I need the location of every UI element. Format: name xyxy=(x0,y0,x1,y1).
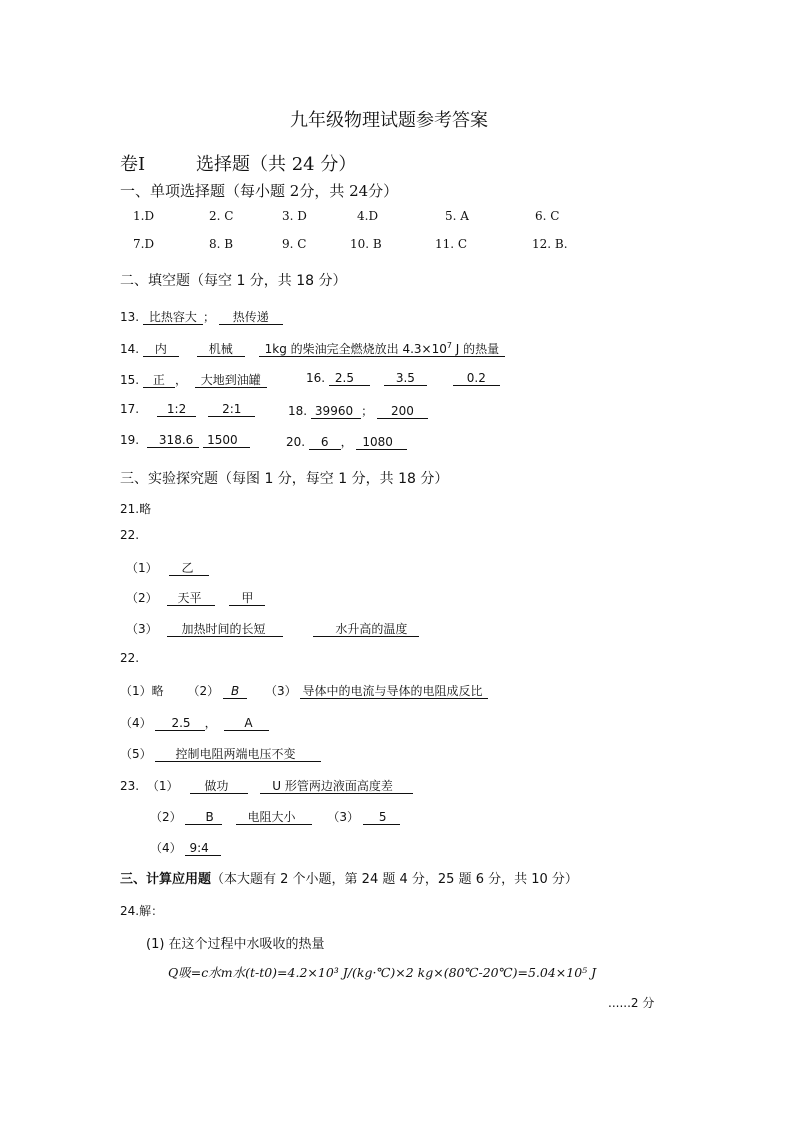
question-21: 21.略 xyxy=(120,502,152,516)
answer-blank: 2.5 xyxy=(155,716,204,731)
answer-item: 7.D xyxy=(133,237,155,251)
question-20 xyxy=(286,433,407,450)
question-number: 13. xyxy=(120,310,140,324)
answer-blank: 318.6 xyxy=(147,433,199,448)
question-22-part-1: （1） 乙 xyxy=(126,559,209,576)
answer-item: 3. D xyxy=(282,209,307,223)
answer-blank: 2.5 xyxy=(329,371,370,386)
section-1-heading: 一、单项选择题（每小题 2分，共 24分） xyxy=(120,182,399,200)
answer-blank: 天平 xyxy=(167,591,215,606)
answer-item: 10. B xyxy=(350,237,382,251)
question-16 xyxy=(306,371,500,386)
question-19 xyxy=(120,433,250,448)
answer-item: 8. B xyxy=(209,237,234,251)
answer-blank: 大地到油罐 xyxy=(195,373,267,388)
question-number: 17. xyxy=(120,402,140,416)
answer-item: 1.D xyxy=(133,209,155,223)
answer-blank: B xyxy=(185,810,221,825)
answer-blank: 机械 xyxy=(197,342,245,357)
answer-blank: 甲 xyxy=(229,591,265,606)
question-24-number: 24.解： xyxy=(120,904,164,918)
question-22-part-2: （2） 天平 甲 xyxy=(126,589,265,606)
question-22b-line-3: （5） 控制电阻两端电压不变 xyxy=(120,745,321,762)
question-23-line-2: （2） B 电阻大小 （3） 5 xyxy=(150,808,400,825)
question-number: 19. xyxy=(120,433,140,447)
question-number: 16. xyxy=(306,371,326,385)
answer-item: 4.D xyxy=(357,209,379,223)
answer-blank: 乙 xyxy=(169,561,209,576)
question-23-line-1: 23. （1） 做功 U 形管两边液面高度差 xyxy=(120,777,413,794)
answer-blank: 1080 xyxy=(356,435,407,450)
question-13 xyxy=(120,308,283,325)
question-22b-line-1: （1）略 （2） B （3） 导体中的电流与导体的电阻成反比 xyxy=(120,682,488,699)
answer-item: 2. C xyxy=(209,209,234,223)
section-4-heading: 三、计算应用题（本大题有 2 个小题，第 24 题 4 分，25 题 6 分，共 10 分） xyxy=(120,872,578,887)
volume-heading: 选择题（共 24 分） xyxy=(196,154,357,175)
answer-blank: 1:2 xyxy=(157,402,196,417)
answer-item: 6. C xyxy=(535,209,560,223)
question-24-step-1: (1) 在这个过程中水吸收的热量 xyxy=(146,937,325,952)
answer-blank: 39960 xyxy=(311,404,361,419)
answer-item: 9. C xyxy=(282,237,307,251)
separator: ， xyxy=(340,435,353,449)
answer-item: 5. A xyxy=(445,209,469,223)
answer-blank: 控制电阻两端电压不变 xyxy=(155,747,321,762)
answer-blank: 5 xyxy=(363,810,401,825)
answer-blank: 导体中的电流与导体的电阻成反比 xyxy=(300,684,488,699)
section-2-heading: 二、填空题（每空 1 分，共 18 分） xyxy=(120,273,347,289)
answer-item: 12. B. xyxy=(532,237,568,251)
answer-blank: 加热时间的长短 xyxy=(167,622,283,637)
score-note: ......2 分 xyxy=(608,996,655,1010)
question-18 xyxy=(288,402,428,419)
question-22b-line-2: （4） 2.5 ， A xyxy=(120,714,269,731)
question-22b-number: 22. xyxy=(120,651,140,665)
answer-blank: A xyxy=(224,716,268,731)
question-17 xyxy=(120,402,255,417)
answer-blank: 1500 xyxy=(203,433,250,448)
question-14 xyxy=(120,339,505,357)
question-22-part-3: （3） 加热时间的长短 水升高的温度 xyxy=(126,620,419,637)
question-number: 15. xyxy=(120,373,140,387)
answer-blank: 9:4 xyxy=(185,841,220,856)
section-3-heading: 三、实验探究题（每图 1 分，每空 1 分，共 18 分） xyxy=(120,471,449,487)
question-23-line-3: （4） 9:4 xyxy=(150,839,221,856)
separator: ， xyxy=(174,373,187,387)
question-22-number: 22. xyxy=(120,528,140,542)
answer-blank: 水升高的温度 xyxy=(313,622,419,637)
answer-blank: 200 xyxy=(377,404,428,419)
page-title: 九年级物理试题参考答案 xyxy=(290,110,488,131)
answer-blank: 热传递 xyxy=(219,310,283,325)
question-number: 14. xyxy=(120,342,140,356)
answer-blank: 正 xyxy=(143,373,175,388)
formula: Q吸=c水m水(t-t0)=4.2×10³ J/(kg·℃)×2 kg×(80℃-20℃)=5.04×10⁵ J xyxy=(168,965,597,980)
answer-blank: 1kg 的柴油完全燃烧放出 $4.3\times 10^7$ J 的热量 xyxy=(259,339,506,357)
question-number: 20. xyxy=(286,435,306,449)
separator: ； xyxy=(202,310,215,324)
answer-blank: U 形管两边液面高度差 xyxy=(260,779,413,794)
question-15 xyxy=(120,371,267,388)
separator: ； xyxy=(361,404,374,418)
answer-blank: 内 xyxy=(143,342,179,357)
answer-blank: 6 xyxy=(309,435,341,450)
question-number: 18. xyxy=(288,404,308,418)
answer-item: 11. C xyxy=(435,237,468,251)
answer-blank: 3.5 xyxy=(384,371,427,386)
answer-blank: 做功 xyxy=(190,779,248,794)
answer-blank: 比热容大 xyxy=(143,310,203,325)
answer-blank: B xyxy=(223,684,247,699)
answer-blank: 0.2 xyxy=(453,371,500,386)
answer-blank: 电阻大小 xyxy=(236,810,312,825)
volume-label: 卷Ⅰ xyxy=(120,154,146,175)
answer-blank: 2:1 xyxy=(208,402,255,417)
